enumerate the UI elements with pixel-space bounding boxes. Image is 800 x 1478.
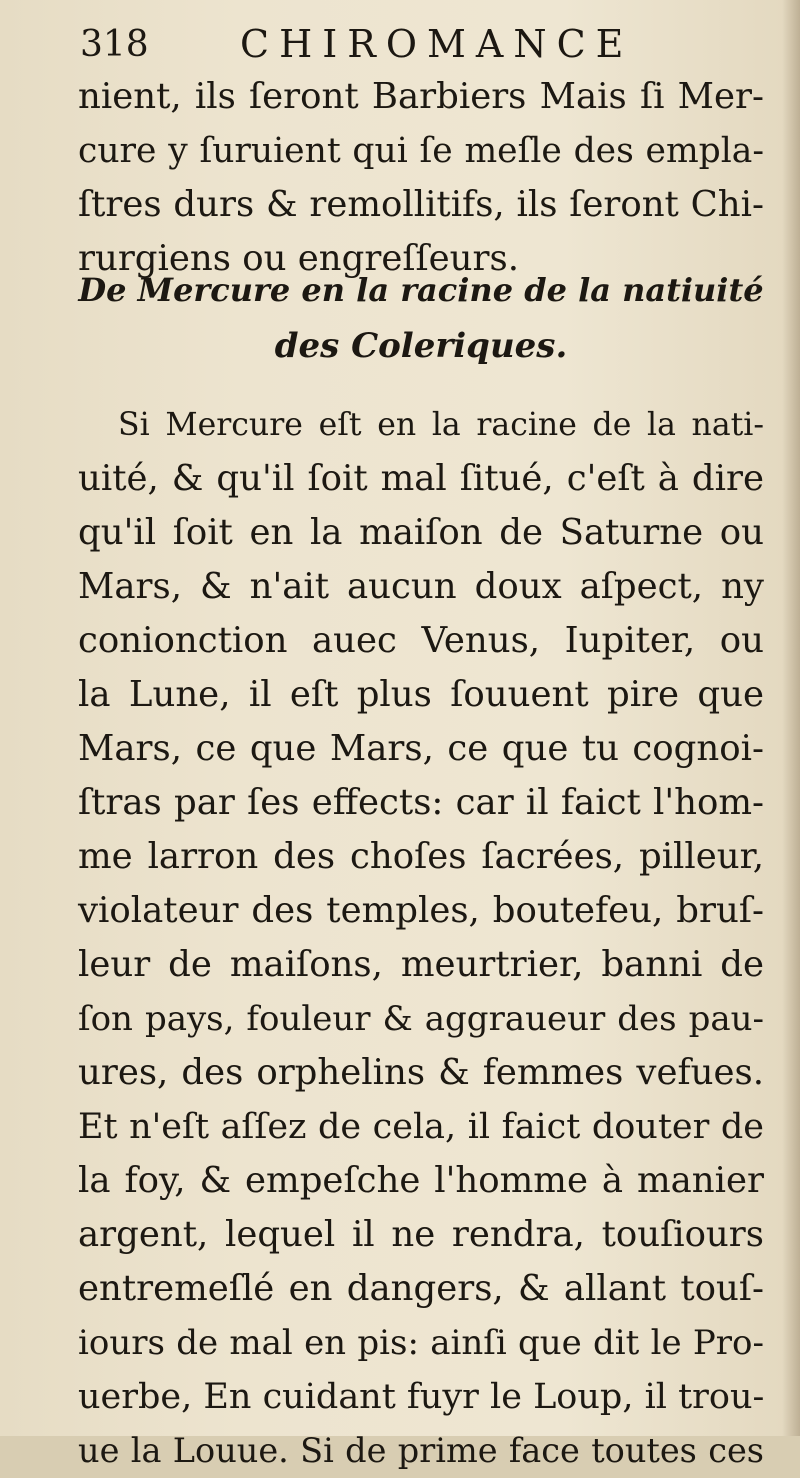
text-line: qu'il ſoit en la maiſon de Saturne ou xyxy=(78,512,764,553)
text-line: conionction auec Venus, Iupiter, ou xyxy=(78,620,764,661)
text-line: Si Mercure eſt en la racine de la nati- xyxy=(118,407,764,443)
text-line: ſtras par ſes effects: car il faict l'hom- xyxy=(78,782,764,823)
text-line: la foy, & empeſche l'homme à manier xyxy=(78,1160,764,1201)
running-title: CHIROMANCE xyxy=(240,22,634,66)
text-line: ſtres durs & remollitifs, ils ſeront Chi- xyxy=(78,184,764,225)
text-line: rurgiens ou engreſſeurs. xyxy=(78,238,519,279)
text-line: violateur des temples, boutefeu, bruſ- xyxy=(78,890,764,931)
page-number: 318 xyxy=(80,24,149,65)
text-line: la Lune, il eſt plus ſouuent pire que xyxy=(78,674,764,715)
text-line: Et n'eſt aſſez de cela, il faict douter de xyxy=(78,1107,764,1147)
text-line: ue la Louue. Si de prime face toutes ces xyxy=(78,1431,764,1470)
text-line: ures, des orphelins & femmes vefues. xyxy=(78,1052,764,1093)
text-line: argent, lequel il ne rendra, touſiours xyxy=(78,1214,764,1255)
text-line: entremeſlé en dangers, & allant touſ- xyxy=(78,1268,764,1309)
text-line: cure y ſuruient qui ſe meſle des empla- xyxy=(78,131,764,171)
text-line: me larron des choſes ſacrées, pilleur, xyxy=(78,836,764,877)
page-header xyxy=(80,18,760,78)
page-edge-shadow xyxy=(782,0,800,1436)
text-line: Mars, & n'ait aucun doux aſpect, ny xyxy=(78,566,764,607)
text-line: iours de mal en pis: ainſi que dit le Pro- xyxy=(78,1323,764,1363)
heading-line: des Coleriques. xyxy=(274,326,568,366)
text-line: uerbe, En cuidant fuyr le Loup, il trou- xyxy=(78,1377,765,1417)
body-paragraph xyxy=(78,398,764,1478)
text-line: Mars, ce que Mars, ce que tu cognoi- xyxy=(78,728,764,769)
section-heading xyxy=(78,262,764,374)
text-line: ſon pays, fouleur & aggraueur des pau- xyxy=(78,999,764,1039)
text-line: nient, ils ſeront Barbiers Mais ſi Mer- xyxy=(78,76,764,117)
text-line: uité, & qu'il ſoit mal ſitué, c'eſt à dire xyxy=(78,458,764,499)
text-line: leur de maiſons, meurtrier, banni de xyxy=(78,944,764,985)
heading-line: De Mercure en la racine de la natiuité xyxy=(78,271,764,309)
intro-paragraph xyxy=(78,70,764,286)
